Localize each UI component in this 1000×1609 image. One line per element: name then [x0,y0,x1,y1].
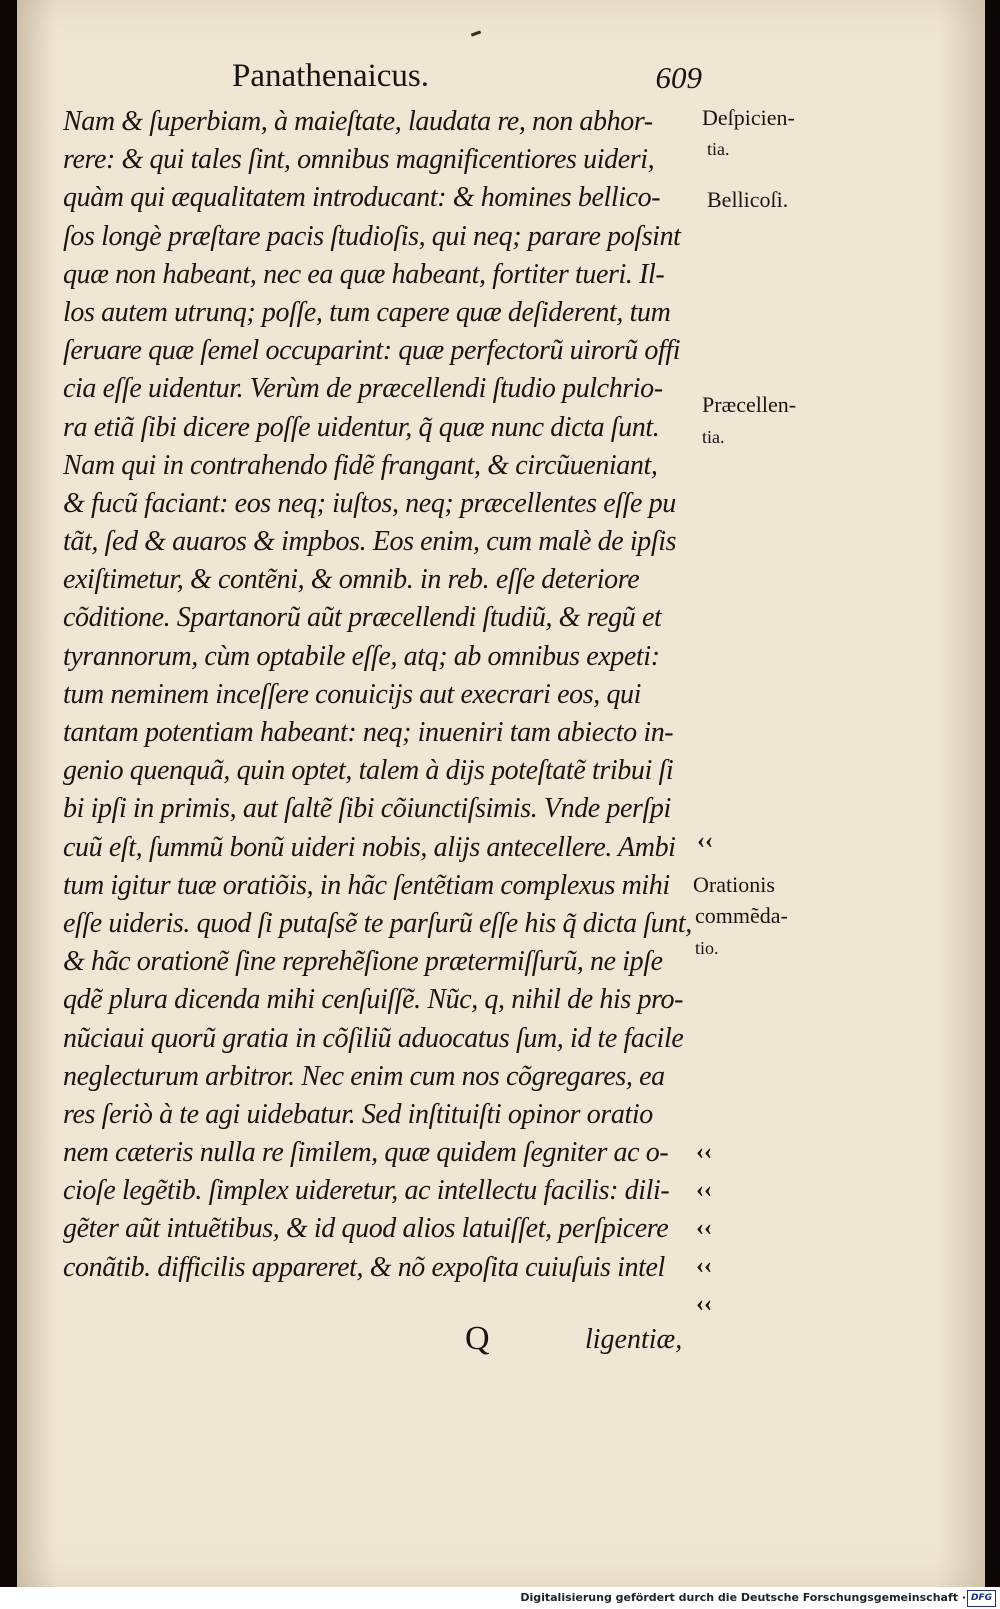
page-number: 609 [655,60,702,95]
text-line: tãt, ſed & auaros & impbos. Eos enim, cum malè de ipſis [63,526,677,558]
signature-mark: Q [465,1320,490,1357]
margin-column [693,0,857,1587]
quotation-mark: ‹‹ [696,1139,712,1165]
catchword: ligentiæ, [585,1324,683,1355]
text-line: exiſtimetur, & contẽni, & omnib. in reb. eſſe deteriore [63,564,640,596]
text-line: gẽter aũt intuẽtibus, & id quod alios latuiſſet, perſpicere [63,1213,669,1245]
text-line: cuũ eſt, ſummũ bonũ uideri nobis, alijs antecellere. Ambi [63,831,676,863]
marginal-note: tia. [702,427,725,447]
text-line: cõditione. Spartanorũ aũt præcellendi ſtudiũ, & regũ et [63,602,662,634]
quotation-mark: ‹‹ [696,1215,712,1241]
text-line: conãtib. difficilis appareret, & nõ expoſita cuiuſuis intel [63,1251,665,1283]
quotation-mark: ‹‹ [696,1291,712,1317]
marginal-note: Præcellen- [702,392,797,417]
text-line: nem cæteris nulla re ſimilem, quæ quidem ſegniter ac o- [63,1137,669,1169]
text-line: Nam & ſuperbiam, à maieſtate, laudata re, non abhor- [63,106,653,137]
marginal-note: tio. [695,938,719,958]
text-line: tum neminem inceſſere conuicijs aut execrari eos, qui [63,678,642,710]
text-line: genio quenquã, quin optet, talem à dijs poteſtatẽ tribui ſi [63,755,674,787]
text-line: rere: & qui tales ſint, omnibus magnificentiores uideri, [63,144,655,176]
quotation-mark: ‹‹ [697,828,713,854]
running-head [232,58,702,102]
marginal-note: Bellicoſi. [707,187,789,212]
text-line: qdẽ plura dicenda mihi cenſuiſſẽ. Nũc, q, nihil de his pro- [63,984,684,1016]
running-title: Panathenaicus. [232,58,430,94]
catchword-row [17,1320,717,1360]
text-line: ſeruare quæ ſemel occuparint: quæ perfectorũ uirorũ offi [63,335,681,367]
digitization-footer [0,1587,1000,1609]
text-line: quàm qui æqualitatem introducant: & homines bellico- [63,182,661,214]
text-line: & fucũ faciant: eos neq; iuſtos, neq; præcellentes eſſe pu [63,487,676,519]
marginal-note: commẽda- [695,903,788,928]
text-line: nũciaui quorũ gratia in cõſiliũ aduocatus ſum, id te facile [63,1022,684,1054]
funding-credit: Digitalisierung gefördert durch die Deutsche Forschungsgemeinschaft · [520,1591,966,1604]
text-line: ra etiã ſibi dicere poſſe uidentur, q̃ quæ nunc dicta ſunt. [63,411,660,443]
marginal-note: Orationis [693,872,775,897]
text-line: cia eſſe uidentur. Verùm de præcellendi ſtudio pulchrio- [63,373,663,405]
text-line: los autem utrunq; poſſe, tum capere quæ deſiderent, tum [63,296,671,328]
quotation-mark: ‹‹ [696,1177,712,1203]
quotation-mark: ‹‹ [696,1253,712,1279]
marginal-note: tia. [707,139,730,159]
text-line: eſſe uideris. quod ſi putaſsẽ te parſurũ eſſe his q̃ dicta ſunt, [63,907,692,939]
text-line: tyrannorum, cùm optabile eſſe, atq; ab omnibus expeti: [63,640,660,672]
book-page [17,0,985,1587]
text-line: res ſeriò à te agi uidebatur. Sed inſtituiſti opinor oratio [63,1098,653,1130]
text-line: bi ipſi in primis, aut ſaltẽ ſibi cõiunctiſsimis. Vnde perſpi [63,793,671,825]
ink-mark [471,30,481,36]
text-line: & hãc orationẽ ſine reprehẽſione prætermiſſurũ, ne ipſe [63,946,663,978]
marginal-note: Deſpicien- [702,105,795,130]
text-line: ſos longè præſtare pacis ſtudioſis, qui neq; parare poſsint [63,220,681,252]
text-line: tantam potentiam habeant: neq; inueniri tam abiecto in- [63,717,674,748]
text-line: Nam qui in contrahendo fidẽ frangant, & circũueniant, [63,449,658,481]
body-text [63,103,708,1287]
text-line: tum igitur tuæ oratiõis, in hãc ſentẽtiam complexus mihi [63,869,670,901]
dfg-logo-icon: DFG [967,1590,996,1607]
text-line: cioſe legẽtib. ſimplex uideretur, ac intellectu facilis: dili- [63,1175,670,1207]
text-line: neglecturum arbitror. Nec enim cum nos cõgregares, ea [63,1060,665,1092]
text-line: quæ non habeant, nec ea quæ habeant, fortiter tueri. Il- [63,258,665,290]
